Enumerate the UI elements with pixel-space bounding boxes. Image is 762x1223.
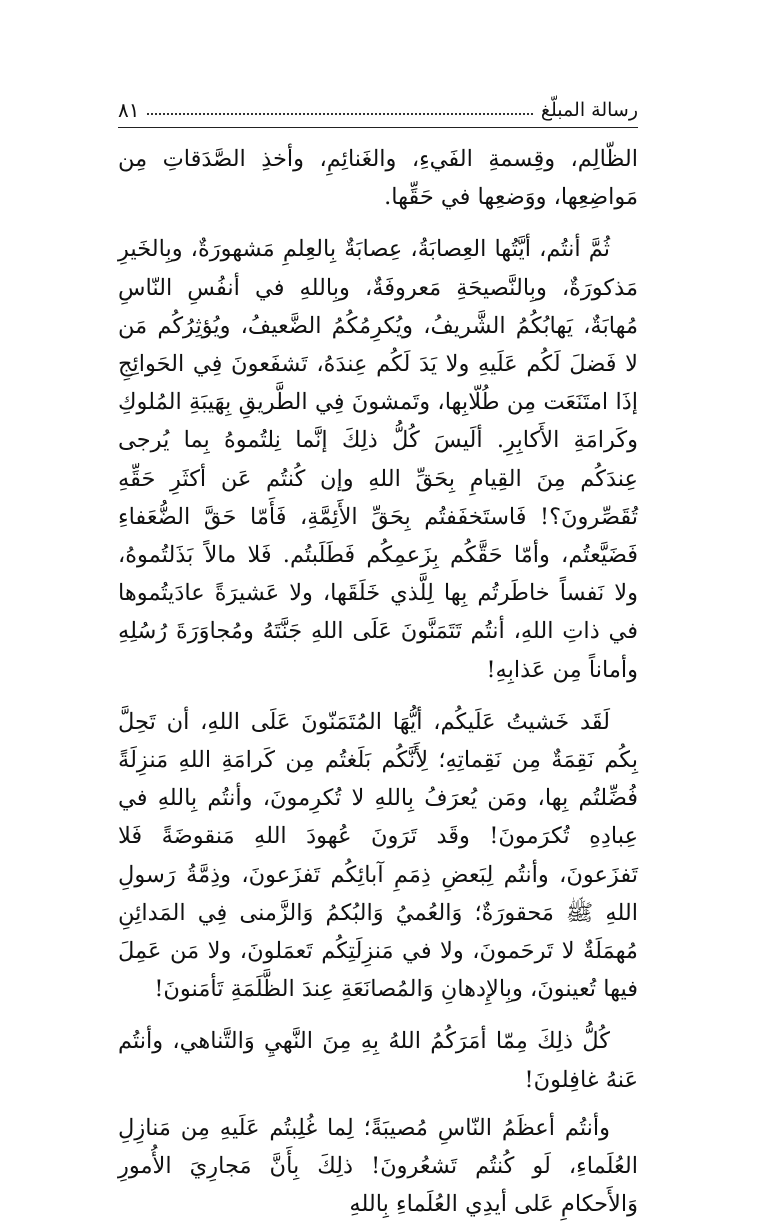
header-dot-leader xyxy=(147,113,532,115)
page-body xyxy=(118,140,638,1223)
running-header-title: رسالة المبلّغ xyxy=(540,99,638,121)
page-number: ٨١ xyxy=(118,98,140,122)
paragraph: كُلُّ ذلِكَ مِمّا أمَرَكُمُ اللهُ بِهِ مِنَ النَّهيِ وَالتَّناهي، وأنتُم عَنهُ غافِلونَ! xyxy=(118,1028,638,1093)
header-rule xyxy=(118,127,638,128)
running-header xyxy=(118,86,638,120)
paragraph: لَقَد خَشيتُ عَلَيكُم، أيُّهَا المُتَمَنّونَ عَلَى اللهِ، أن تَحِلَّ بِكُم نَقِمَةٌ مِن نَقِماتِهِ؛ لِأَنَّكُم بَلَغتُم مِن كَرامَةِ اللهِ مَنزِلَةً فُضِّلتُم بِها، ومَن يُعرَفُ بِاللهِ لا تُكرِمونَ، وأنتُم بِاللهِ في عِبادِهِ تُكرَمونَ! وقَد تَرَونَ عُهودَ اللهِ مَنقوضَةً فَلا تَفزَعونَ، وأنتُم لِبَعضِ ذِمَمِ آبائِكُم تَفزَعونَ، وذِمَّةُ رَسولِ اللهِ ﷺ مَحقورَةٌ؛ وَالعُميُ وَالبُكمُ وَالزَّمنى فِي المَدائِنِ مُهمَلَةٌ لا تَرحَمونَ، ولا في مَنزِلَتِكُم تَعمَلونَ، ولا مَن عَمِلَ فيها تُعينونَ، وبِالإِدهانِ وَالمُصانَعَةِ عِندَ الظَّلَمَةِ تَأمَنونَ! xyxy=(118,708,638,1003)
paragraph: ثُمَّ أنتُم، أيَّتُها العِصابَةُ، عِصابَةٌ بِالعِلمِ مَشهورَةٌ، وبِالخَيرِ مَذكورَةٌ، وبِالنَّصيحَةِ مَعروفَةٌ، وبِاللهِ في أنفُسِ النّاسِ مُهابَةٌ، يَهابُكُمُ الشَّريفُ، ويُكرِمُكُمُ الضَّعيفُ، ويُؤثِرُكُم مَن لا فَضلَ لَكُم عَلَيهِ ولا يَدَ لَكُم عِندَهُ، تَشفَعونَ فِي الحَوائِجِ إذَا امتَنَعَت مِن طُلّابِها، وتَمشونَ فِي الطَّريقِ بِهَيبَةِ المُلوكِ وكَرامَةِ الأَكابِرِ. ألَيسَ كُلُّ ذلِكَ إنَّما نِلتُموهُ بِما يُرجى عِندَكُم مِنَ القِيامِ بِحَقِّ اللهِ وإن كُنتُم عَن أكثَرِ حَقِّهِ تُقَصِّرونَ؟! فَاستَخفَفتُم بِحَقِّ الأَئِمَّةِ، فَأَمّا حَقَّ الضُّعَفاءِ فَضَيَّعتُم، وأمّا حَقَّكُم بِزَعمِكُم فَطَلَبتُم. فَلا مالاً بَذَلتُموهُ، ولا نَفساً خاطَرتُم بِها لِلَّذي خَلَقَها، ولا عَشيرَةً عادَيتُموها في ذاتِ اللهِ، أنتُم تَتَمَنَّونَ عَلَى اللهِ جَنَّتَهُ ومُجاوَرَةَ رُسُلِهِ وأماناً مِن عَذابِهِ! xyxy=(118,236,638,683)
paragraph: وأنتُم أعظَمُ النّاسِ مُصيبَةً؛ لِما غُلِبتُم عَلَيهِ مِن مَنازِلِ العُلَماءِ، لَو كُنتُم تَشعُرونَ! ذلِكَ بِأَنَّ مَجارِيَ الأُمورِ وَالأَحكامِ عَلى أيدِي العُلَماءِ بِاللهِ xyxy=(118,1114,638,1218)
paragraph-continuation: الظّالِم، وقِسمةِ الفَيءِ، والغَنائِمِ، وأخذِ الصَّدَقاتِ مِن مَواضِعِها، ووَضعِها في حَقِّها. xyxy=(118,146,638,211)
